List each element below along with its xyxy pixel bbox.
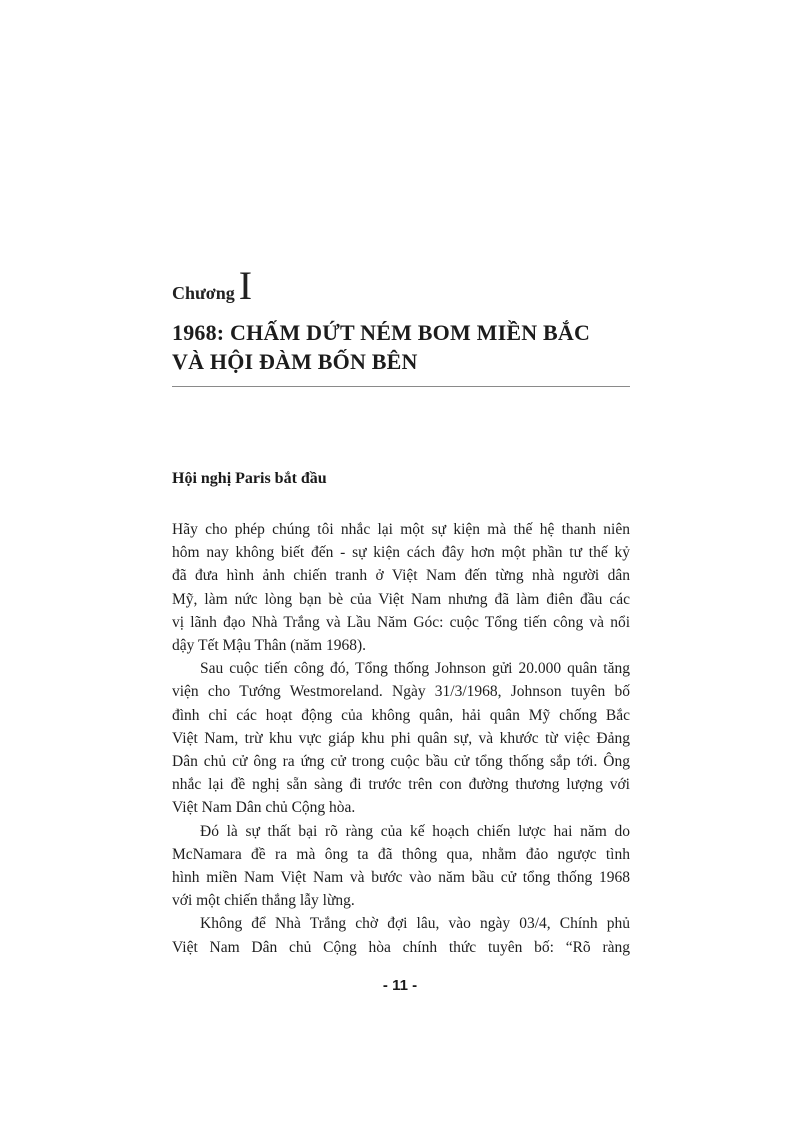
- body-line: Hãy cho phép chúng tôi nhắc lại một sự kiện mà thế hệ thanh niên: [172, 521, 630, 538]
- body-line: Sau cuộc tiến công đó, Tổng thống Johnson gửi 20.000 quân tăng: [200, 660, 630, 678]
- chapter-label: [172, 263, 253, 308]
- chapter-title-line: VÀ HỘI ĐÀM BỐN BÊN: [172, 349, 418, 374]
- body-line: đã đưa hình ảnh chiến tranh ở Việt Nam đến từng nhà người dân: [172, 567, 630, 585]
- body-line: Việt Nam Dân chủ Cộng hòa chính thức tuyên bố: “Rõ ràng: [172, 938, 630, 956]
- body-line: Đó là sự thất bại rõ ràng của kế hoạch chiến lược hai năm do: [200, 822, 630, 840]
- body-line: viện cho Tướng Westmoreland. Ngày 31/3/1968, Johnson tuyên bố: [172, 683, 630, 701]
- body-line: nhắc lại đề nghị sẵn sàng đi trước trên con đường thương lượng với: [172, 776, 630, 794]
- body-line: đình chỉ các hoạt động của không quân, hải quân Mỹ chống Bắc: [172, 706, 630, 724]
- body-line: Không để Nhà Trắng chờ đợi lâu, vào ngày 03/4, Chính phủ: [200, 915, 630, 933]
- chapter-title: [172, 318, 632, 376]
- section-heading: Hội nghị Paris bắt đầu: [172, 470, 327, 487]
- body-line: Việt Nam Dân chủ Cộng hòa.: [172, 799, 356, 817]
- title-divider: [172, 386, 630, 387]
- body-line: Mỹ, làm nức lòng bạn bè của Việt Nam nhưng đã làm điên đầu các: [172, 590, 630, 608]
- body-line: dậy Tết Mậu Thân (năm 1968).: [172, 637, 366, 655]
- chapter-word: Chương: [172, 283, 235, 303]
- chapter-number: I: [238, 263, 253, 308]
- body-line: với một chiến thắng lẫy lừng.: [172, 892, 355, 910]
- body-text: [172, 518, 630, 959]
- body-line: Việt Nam, trừ khu vực giáp khu phi quân sự, và khước từ việc Đảng: [172, 729, 630, 747]
- chapter-title-line: 1968: CHẤM DỨT NÉM BOM MIỀN BẮC: [172, 320, 591, 345]
- body-line: hình miền Nam Việt Nam và bước vào năm bầu cử tổng thống 1968: [172, 869, 630, 887]
- body-line: McNamara đề ra mà ông ta đã thông qua, nhằm đảo ngược tình: [172, 845, 630, 863]
- body-line: hôm nay không biết đến - sự kiện cách đây hơn một phần tư thế kỷ: [172, 544, 630, 562]
- page-number: - 11 -: [382, 977, 418, 994]
- body-line: vị lãnh đạo Nhà Trắng và Lầu Năm Góc: cuộc Tổng tiến công và nổi: [172, 613, 630, 631]
- body-line: Dân chủ cử ông ra ứng cử trong cuộc bầu cử tổng thống sắp tới. Ông: [172, 753, 630, 771]
